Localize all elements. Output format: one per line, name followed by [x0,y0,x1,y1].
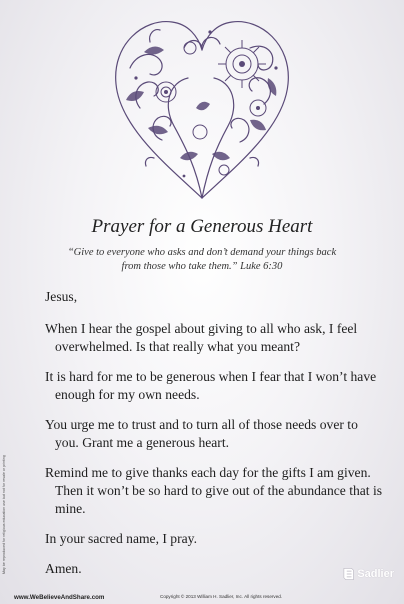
reproduction-note: May be reproduced for religious education use but not for resale or printing [2,455,6,574]
sadlier-logo [342,565,394,583]
logo-text: Sadlier [357,568,394,580]
prayer-title: Prayer for a Generous Heart [91,216,313,237]
floral-heart-illustration [100,8,304,204]
scripture-verse: “Give to everyone who asks and don’t demand your things back from those who take them.” Luke 6:30 [67,247,337,272]
prayer-body [45,288,385,590]
copyright-notice: Copyright © 2013 William H. Sadlier, Inc. All rights reserved. [160,594,283,599]
prayer-paragraph: In your sacred name, I pray. [45,531,197,546]
prayer-paragraph: It is hard for me to be generous when I fear that I won’t have enough for my own needs. [45,369,377,402]
sadlier-logo-icon [342,566,355,582]
prayer-paragraph: When I hear the gospel about giving to all who ask, I feel overwhelmed. Is that really what you meant? [45,321,358,354]
prayer-paragraph: Jesus, [45,289,78,304]
prayer-paragraph: Amen. [45,561,82,576]
prayer-paragraph: Remind me to give thanks each day for the gifts I am given. Then it won’t be so hard to give out of the abundance that is mine. [45,465,383,516]
prayer-paragraph: You urge me to trust and to turn all of those needs over to you. Grant me a generous heart. [45,417,358,450]
website-link[interactable]: www.WeBelieveAndShare.com [14,594,105,601]
